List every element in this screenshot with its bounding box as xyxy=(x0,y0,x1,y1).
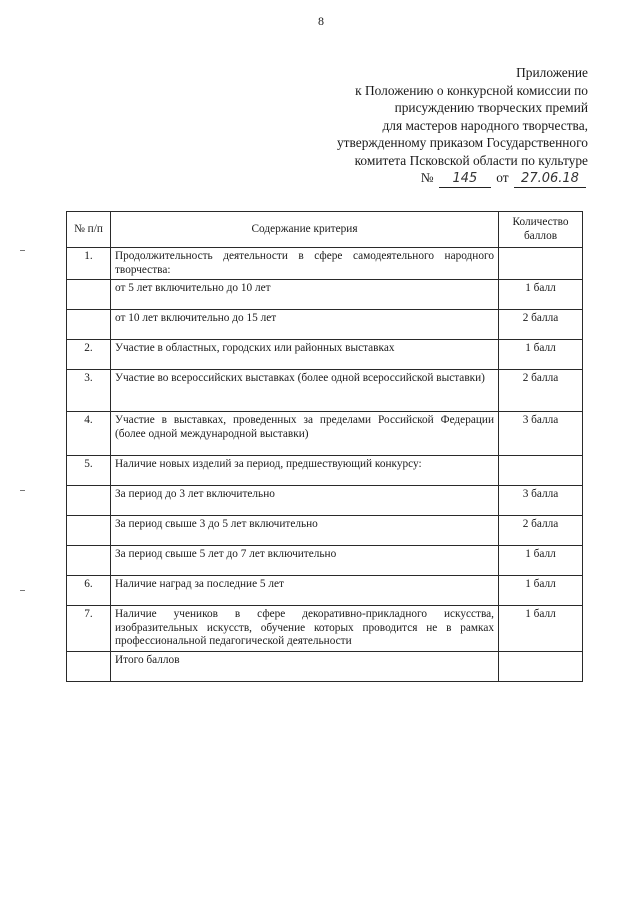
criterion-text: За период свыше 5 лет до 7 лет включительно xyxy=(111,546,499,576)
order-reference xyxy=(188,169,588,188)
header-number: № п/п xyxy=(67,212,111,248)
table-row xyxy=(67,576,583,606)
appendix-title: Приложение xyxy=(516,65,588,80)
table-row xyxy=(67,486,583,516)
margin-mark xyxy=(20,590,25,591)
criteria-table xyxy=(66,211,583,682)
row-number xyxy=(67,516,111,546)
row-number xyxy=(67,486,111,516)
order-number-handwritten: 145 xyxy=(439,171,491,188)
criterion-score: 1 балл xyxy=(499,606,583,652)
criterion-score: 2 балла xyxy=(499,370,583,412)
row-number xyxy=(67,652,111,682)
row-number: 1. xyxy=(67,248,111,280)
criterion-text: Участие в областных, городских или районных выставках xyxy=(111,340,499,370)
table-header-row xyxy=(67,212,583,248)
row-number: 2. xyxy=(67,340,111,370)
criterion-score: 2 балла xyxy=(499,310,583,340)
criterion-score: 3 балла xyxy=(499,412,583,456)
order-date-handwritten: 27.06.18 xyxy=(514,171,586,188)
criterion-text: Участие в выставках, проведенных за пределами Российской Федерации (более одной международной выставки) xyxy=(111,412,499,456)
page-number: 8 xyxy=(318,14,324,28)
criterion-text: Наличие наград за последние 5 лет xyxy=(111,576,499,606)
order-number-sign: № xyxy=(420,170,434,185)
table-row xyxy=(67,652,583,682)
criterion-text: Наличие учеников в сфере декоративно-прикладного искусства, изобразительных искусств, обучение которых проводится не в рамках профессиональной педагогической деятельности xyxy=(111,606,499,652)
row-number: 6. xyxy=(67,576,111,606)
table-row xyxy=(67,606,583,652)
appendix-line: присуждению творческих премий xyxy=(394,100,588,115)
criteria-table-body xyxy=(67,248,583,682)
criterion-score: 2 балла xyxy=(499,516,583,546)
header-content: Содержание критерия xyxy=(111,212,499,248)
criterion-text: Продолжительность деятельности в сфере самодеятельного народного творчества: xyxy=(111,248,499,280)
table-row xyxy=(67,280,583,310)
row-number: 3. xyxy=(67,370,111,412)
table-row xyxy=(67,310,583,340)
order-from-label: от xyxy=(496,170,509,185)
table-row xyxy=(67,412,583,456)
table-row xyxy=(67,370,583,412)
criterion-score: 1 балл xyxy=(499,340,583,370)
header-score: Количество баллов xyxy=(499,212,583,248)
table-row xyxy=(67,340,583,370)
appendix-line: утвержденному приказом Государственного xyxy=(336,135,588,150)
criterion-text: За период свыше 3 до 5 лет включительно xyxy=(111,516,499,546)
row-number: 5. xyxy=(67,456,111,486)
margin-mark xyxy=(20,250,25,251)
row-number xyxy=(67,310,111,340)
criterion-score: 1 балл xyxy=(499,546,583,576)
criterion-text: Наличие новых изделий за период, предшествующий конкурсу: xyxy=(111,456,499,486)
appendix-header xyxy=(188,64,588,188)
criterion-score xyxy=(499,456,583,486)
row-number: 4. xyxy=(67,412,111,456)
appendix-line: для мастеров народного творчества, xyxy=(382,117,588,133)
criterion-score: 1 балл xyxy=(499,280,583,310)
criterion-text: Участие во всероссийских выставках (более одной всероссийской выставки) xyxy=(111,370,499,412)
criterion-score xyxy=(499,248,583,280)
table-row xyxy=(67,456,583,486)
criterion-text: Итого баллов xyxy=(111,652,499,682)
table-row xyxy=(67,248,583,280)
table-row xyxy=(67,546,583,576)
table-row xyxy=(67,516,583,546)
criterion-text: За период до 3 лет включительно xyxy=(111,486,499,516)
appendix-line: к Положению о конкурсной комиссии по xyxy=(355,82,588,98)
row-number xyxy=(67,280,111,310)
criterion-score: 3 балла xyxy=(499,486,583,516)
criterion-text: от 10 лет включительно до 15 лет xyxy=(111,310,499,340)
appendix-line: комитета Псковской области по культуре xyxy=(354,152,588,168)
criterion-score xyxy=(499,652,583,682)
row-number xyxy=(67,546,111,576)
margin-mark xyxy=(20,490,25,491)
row-number: 7. xyxy=(67,606,111,652)
criterion-text: от 5 лет включительно до 10 лет xyxy=(111,280,499,310)
criterion-score: 1 балл xyxy=(499,576,583,606)
